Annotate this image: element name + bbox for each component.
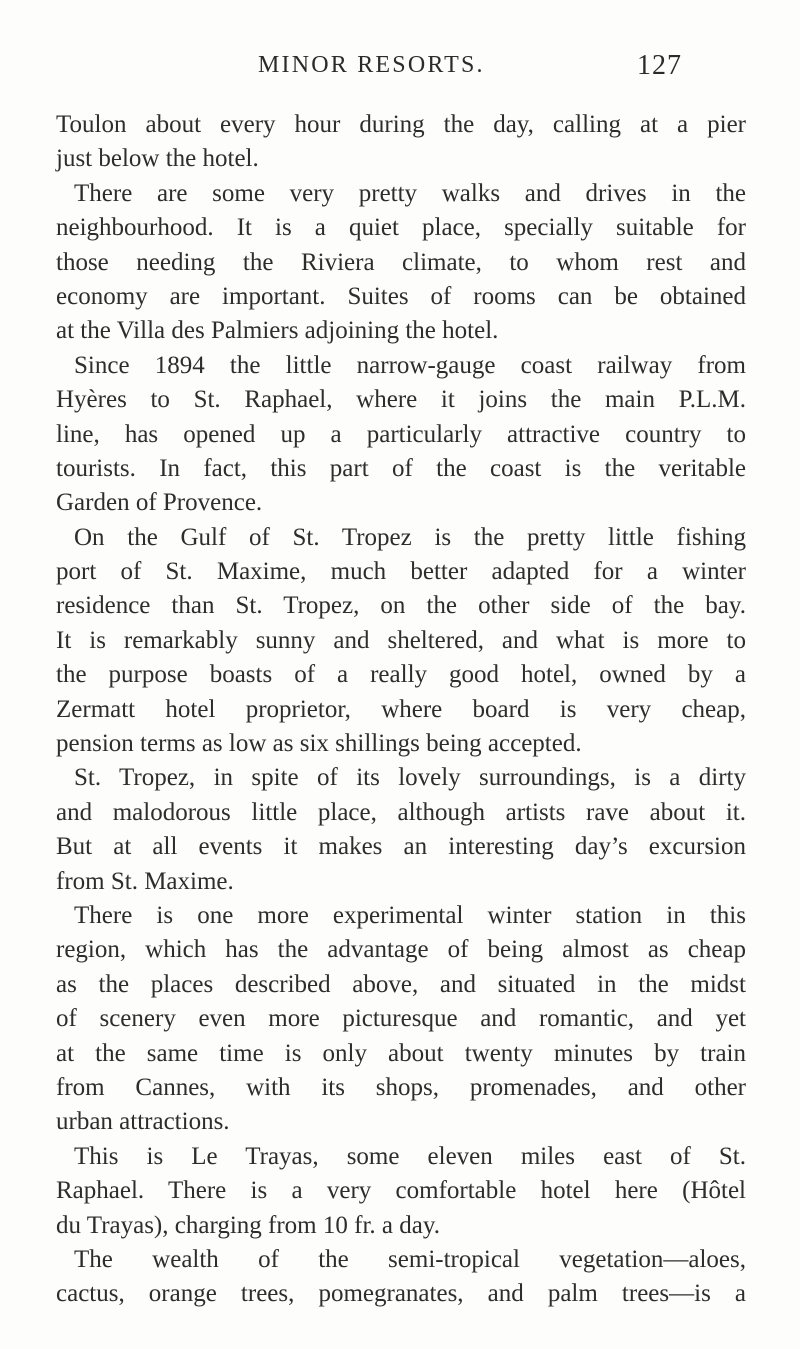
- text-line: the purpose boasts of a really good hotel, owned by a: [56, 661, 746, 689]
- running-head: [0, 52, 800, 92]
- text-line: region, which has the advantage of being almost as cheap: [56, 936, 746, 964]
- text-line: tourists. In fact, this part of the coast is the veritable: [56, 454, 746, 482]
- text-line: Since 1894 the little narrow-gauge coast railway from: [74, 351, 746, 379]
- text-line: from St. Maxime.: [56, 867, 234, 895]
- text-line: pension terms as low as six shillings being accepted.: [56, 730, 582, 758]
- text-line: from Cannes, with its shops, promenades, and other: [56, 1073, 746, 1101]
- text-line: There are some very pretty walks and drives in the: [74, 179, 746, 207]
- text-line: It is remarkably sunny and sheltered, and what is more to: [56, 626, 746, 654]
- text-line: as the places described above, and situated in the midst: [56, 970, 746, 998]
- text-line: This is Le Trayas, some eleven miles east of St.: [74, 1142, 746, 1170]
- text-line: But at all events it makes an interesting day’s excursion: [56, 833, 746, 861]
- text-line: Raphael. There is a very comfortable hotel here (Hôtel: [56, 1177, 746, 1205]
- text-line: St. Tropez, in spite of its lovely surroundings, is a dirty: [74, 764, 746, 792]
- text-line: at the Villa des Palmiers adjoining the hotel.: [56, 317, 499, 345]
- page-number: 127: [637, 50, 682, 81]
- text-line: of scenery even more picturesque and romantic, and yet: [56, 1005, 746, 1033]
- text-line: line, has opened up a particularly attractive country to: [56, 420, 746, 448]
- text-line: those needing the Riviera climate, to whom rest and: [56, 248, 746, 276]
- text-line: Garden of Provence.: [56, 489, 263, 517]
- text-line: Hyères to St. Raphael, where it joins the main P.L.M.: [56, 386, 746, 414]
- text-line: Toulon about every hour during the day, calling at a pier: [56, 111, 746, 138]
- text-line: urban attractions.: [56, 1108, 230, 1136]
- text-line: at the same time is only about twenty minutes by train: [56, 1039, 746, 1067]
- text-line: On the Gulf of St. Tropez is the pretty little fishing: [74, 523, 746, 551]
- text-line: port of St. Maxime, much better adapted for a winter: [56, 558, 746, 586]
- text-line: and malodorous little place, although artists rave about it.: [56, 798, 746, 826]
- text-line: du Trayas), charging from 10 fr. a day.: [56, 1211, 440, 1239]
- text-line: Zermatt hotel proprietor, where board is very cheap,: [56, 695, 746, 723]
- text-line: economy are important. Suites of rooms can be obtained: [56, 282, 746, 310]
- text-line: neighbourhood. It is a quiet place, specially suitable for: [56, 214, 746, 242]
- body-text: [56, 108, 746, 1312]
- text-line: The wealth of the semi-tropical vegetation—aloes,: [74, 1245, 746, 1273]
- text-line: just below the hotel.: [56, 145, 259, 173]
- running-title: MINOR RESORTS.: [258, 52, 485, 78]
- text-line: There is one more experimental winter station in this: [74, 901, 746, 929]
- text-line: residence than St. Tropez, on the other side of the bay.: [56, 592, 746, 620]
- text-line: cactus, orange trees, pomegranates, and palm trees—is a: [56, 1280, 746, 1308]
